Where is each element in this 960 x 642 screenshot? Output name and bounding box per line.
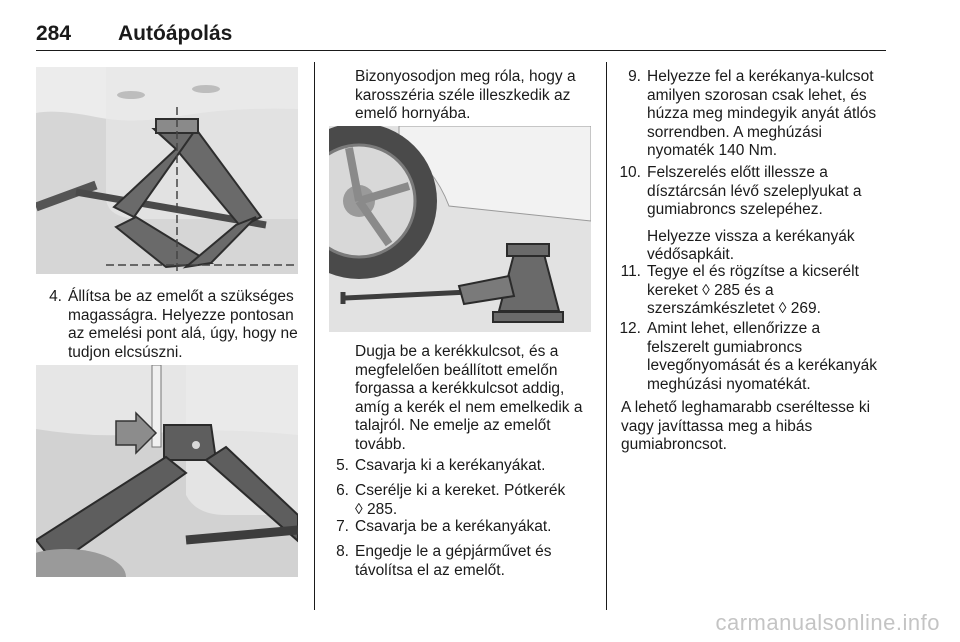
- scissor-jack-icon: [36, 67, 298, 274]
- step-8-line-2: távolítsa el az emelőt.: [355, 561, 505, 579]
- step-text: [647, 320, 877, 394]
- intro-paragraph: [355, 68, 595, 124]
- step-number: 10.: [619, 164, 641, 181]
- closing-paragraph: [621, 399, 911, 455]
- scissor-jack-figure: [36, 67, 298, 274]
- step-12-line-1: Amint lehet, ellenőrizze a: [647, 320, 821, 337]
- step-11-line-1: Tegye el és rögzítse a kicserélt: [647, 263, 859, 280]
- step-4-line-3: az emelési pont alá, úgy, hogy ne: [68, 325, 298, 343]
- step-number: 8.: [336, 543, 349, 560]
- intro-line-2: karosszéria széle illeszkedik az: [355, 86, 571, 104]
- step-text: [355, 482, 565, 519]
- step-8-line-1: Engedje le a gépjárművet és: [355, 543, 552, 560]
- step-text: [647, 164, 862, 265]
- step-10-sub-line-2: védősapkáit.: [647, 246, 735, 264]
- step-10-sub-line-1: Helyezze vissza a kerékanyák: [647, 227, 855, 245]
- page-header: [36, 20, 886, 51]
- intro-line-1: Bizonyosodjon meg róla, hogy a: [355, 68, 576, 85]
- wrench-line-4: amíg a kerék el nem emelkedik a: [355, 398, 583, 416]
- jack-groove-figure: [36, 365, 298, 577]
- step-12-line-4: meghúzási nyomatékát.: [647, 375, 811, 393]
- step-10-line-1: Felszerelés előtt illessze a: [647, 164, 828, 181]
- step-9-line-4: sorrendben. A meghúzási: [647, 123, 822, 141]
- intro-line-3: emelő hornyába.: [355, 105, 471, 123]
- step-text: [355, 518, 551, 537]
- closing-line-2: vagy javíttassa meg a hibás: [621, 417, 813, 435]
- step-text: [68, 288, 298, 362]
- step-number: 9.: [628, 68, 641, 85]
- step-12-line-2: felszerelt gumiabroncs: [647, 338, 803, 356]
- column-divider-2: [606, 62, 607, 610]
- step-number: 12.: [619, 320, 641, 337]
- step-text: [647, 68, 876, 161]
- step-11-line-2: kereket ◊ 285 és a: [647, 281, 774, 299]
- step-9-line-2: amilyen szorosan csak lehet, és: [647, 86, 867, 104]
- step-6-line-1: Cserélje ki a kereket. Pótkerék: [355, 482, 566, 499]
- step-number: 5.: [336, 457, 349, 474]
- wrench-line-6: tovább.: [355, 435, 406, 453]
- closing-line-1: A lehető leghamarabb cseréltesse ki: [621, 399, 871, 416]
- step-number: 6.: [336, 482, 349, 499]
- step-4-line-2: magasságra. Helyezze pontosan: [68, 306, 294, 324]
- step-12-line-3: levegőnyomását és a kerékanyák: [647, 357, 878, 375]
- step-9-line-3: húzza meg mindegyik anyát átlós: [647, 105, 877, 123]
- step-9-line-5: nyomaték 140 Nm.: [647, 142, 778, 160]
- step-text: [355, 543, 551, 580]
- wheel-lifted-figure: [329, 126, 591, 332]
- wrench-line-2: megfelelően beállított emelőn: [355, 361, 558, 379]
- step-10-line-2: dísztárcsán lévő szeleplyukat a: [647, 182, 862, 200]
- step-11-line-3: szerszámkészletet ◊ 269.: [647, 300, 821, 318]
- jack-groove-icon: [36, 365, 298, 577]
- step-number: 11.: [620, 263, 641, 280]
- step-6-line-2: ◊ 285.: [355, 500, 398, 518]
- chapter-title: Autóápolás: [118, 22, 233, 45]
- step-text: [647, 263, 859, 319]
- wheel-lifted-icon: [329, 126, 591, 332]
- step-5-line-1: Csavarja ki a kerékanyákat.: [355, 457, 546, 474]
- step-7-line-1: Csavarja be a kerékanyákat.: [355, 518, 552, 535]
- wrench-line-3: forgassa a kerékkulcsot addig,: [355, 380, 565, 398]
- step-9-line-1: Helyezze fel a kerékanya-kulcsot: [647, 68, 874, 85]
- step-10-spacer: [647, 220, 862, 228]
- step-4-line-1: Állítsa be az emelőt a szükséges: [68, 288, 294, 305]
- step-10-line-3: gumiabroncs szelepéhez.: [647, 201, 823, 219]
- step-4-line-4: tudjon elcsúszni.: [68, 343, 183, 361]
- step-text: [355, 457, 545, 476]
- page-number: 284: [36, 22, 72, 45]
- column-divider-1: [314, 62, 315, 610]
- wrench-line-1: Dugja be a kerékkulcsot, és a: [355, 343, 559, 360]
- step-number: 7.: [336, 518, 349, 535]
- closing-line-3: gumiabroncsot.: [621, 436, 727, 454]
- wrench-line-5: talajról. Ne emelje az emelőt: [355, 417, 551, 435]
- step-number: 4.: [49, 288, 62, 305]
- wrench-paragraph: [355, 343, 600, 455]
- watermark: carmanualsonline.info: [715, 610, 940, 635]
